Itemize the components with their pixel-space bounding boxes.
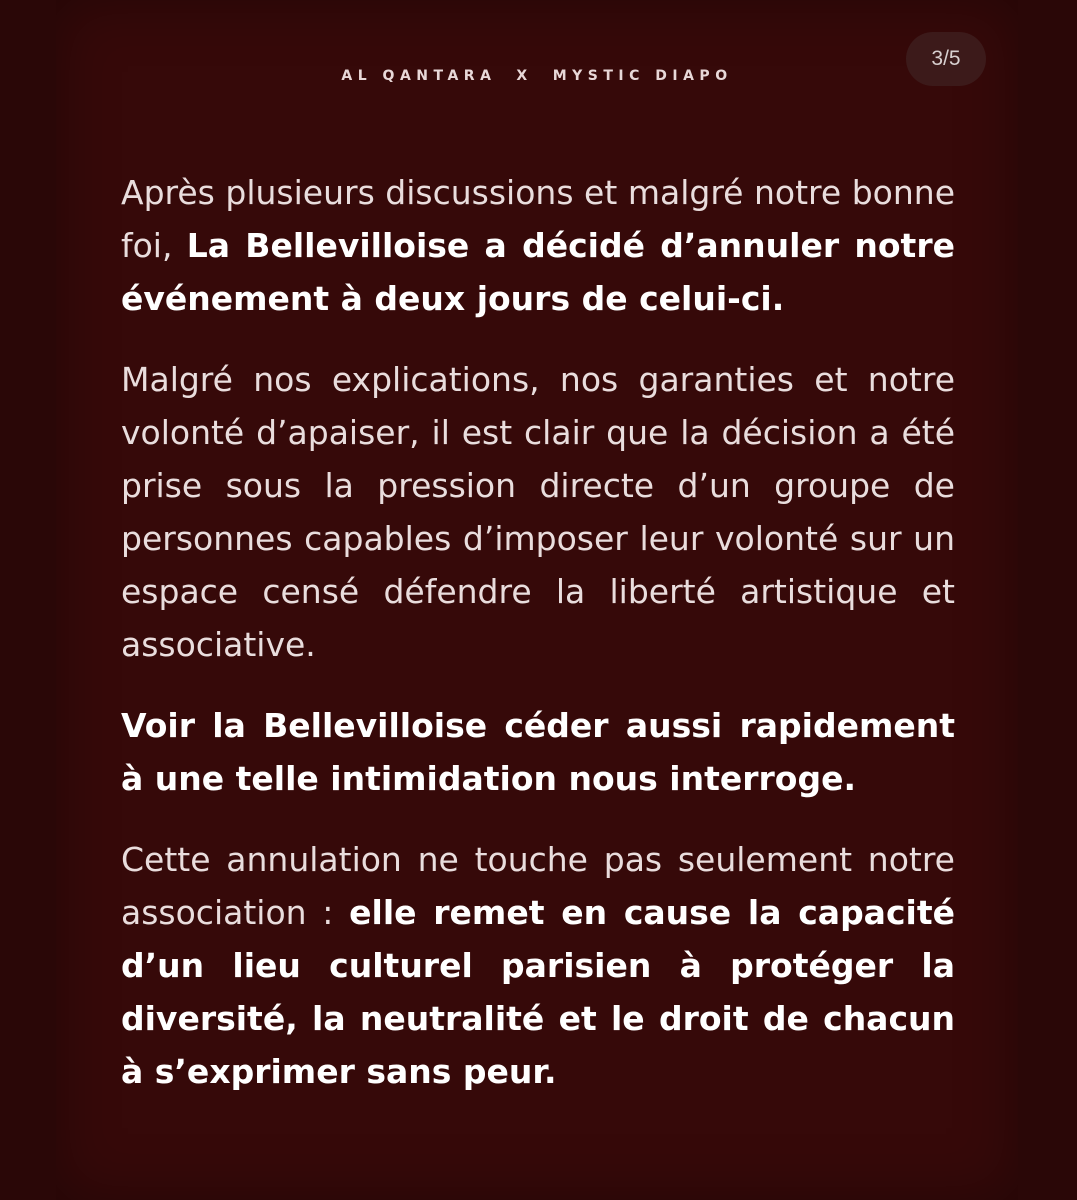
paragraph-4-text: Cette annulation ne touche pas seulement notre association : <box>121 840 955 932</box>
story-slide <box>56 0 1018 1200</box>
paragraph-4 <box>121 833 955 1098</box>
brand-separator: X <box>516 68 533 84</box>
paragraph-4-bold: elle remet en cause la capacité d’un lieu culturel parisien à protéger la diversité, la neutralité et le droit de chacun à s’exprimer sans peur. <box>121 893 955 1091</box>
paragraph-1-bold: La Bellevilloise a décidé d’annuler notre événement à deux jours de celui-ci. <box>121 226 955 318</box>
paragraph-1-text: Après plusieurs discussions et malgré notre bonne foi, <box>121 173 955 265</box>
paragraph-1 <box>121 166 955 325</box>
brand-left: AL QANTARA <box>341 68 497 84</box>
brand-right: MYSTIC DIAPO <box>552 68 733 84</box>
slide-header <box>56 68 1018 84</box>
slide-body <box>121 166 955 1098</box>
paragraph-2: Malgré nos explications, nos garanties et notre volonté d’apaiser, il est clair que la décision a été prise sous la pression directe d’un groupe de personnes capables d’imposer leur volonté sur un espace censé défendre la liberté artistique et associative. <box>121 360 955 664</box>
slide-counter: 3/5 <box>906 32 986 86</box>
paragraph-3: Voir la Bellevilloise céder aussi rapidement à une telle intimidation nous interroge. <box>121 706 955 798</box>
